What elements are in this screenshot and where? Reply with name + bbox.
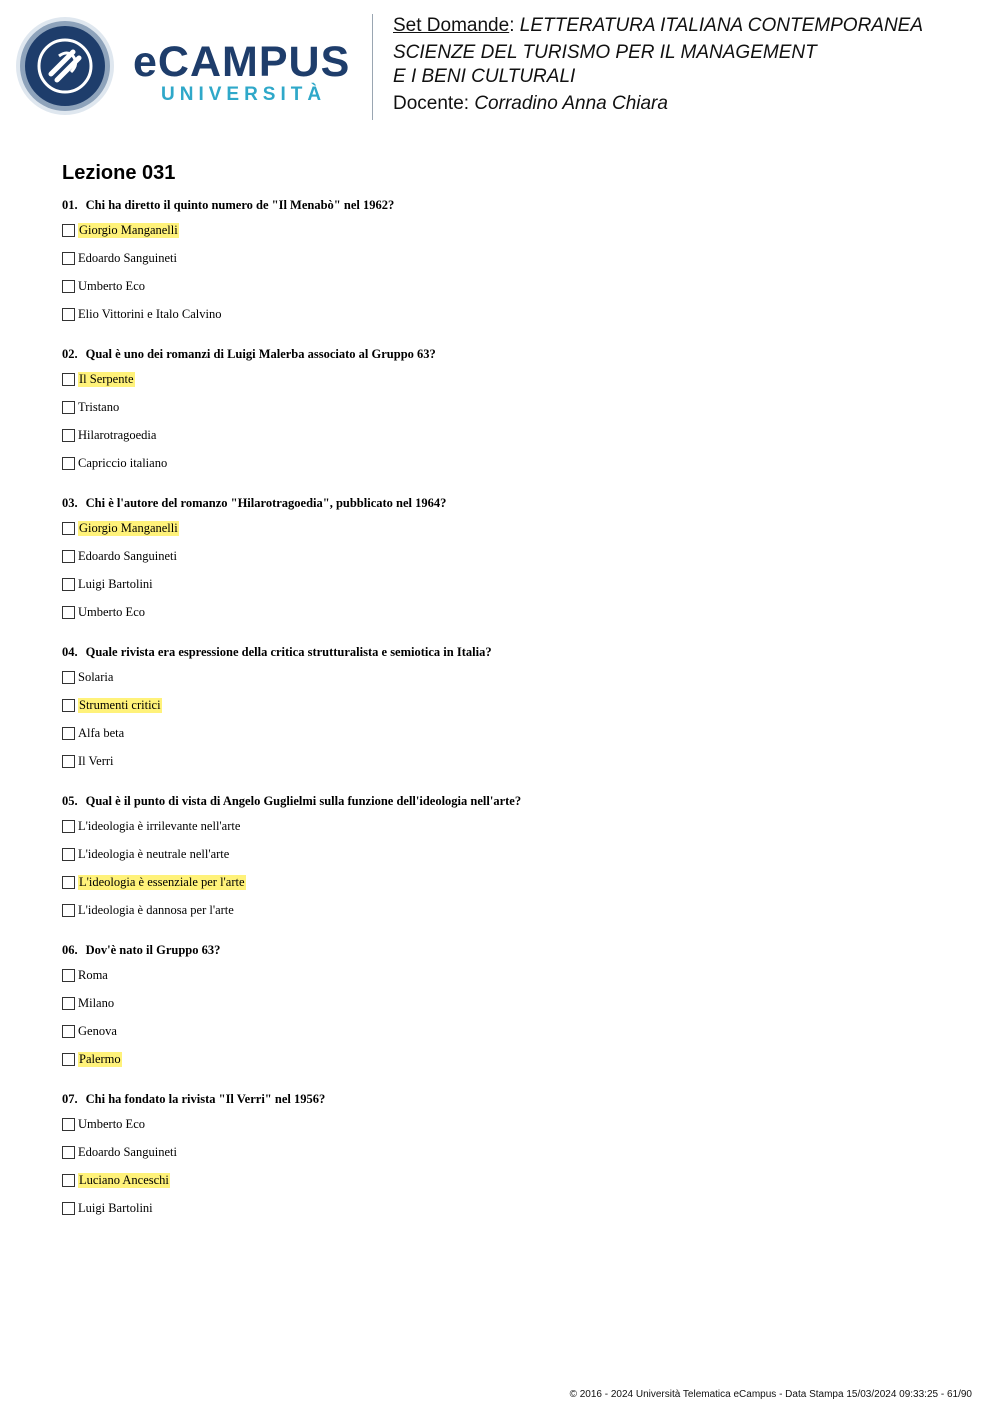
answer-label: Umberto Eco: [78, 278, 145, 293]
quiz-questions: [62, 197, 962, 1240]
answer-label-highlighted: Luciano Anceschi: [79, 1172, 169, 1187]
answer-option[interactable]: [62, 753, 962, 769]
answer-label: Hilarotragoedia: [78, 427, 157, 442]
answer-label: Elio Vittorini e Italo Calvino: [78, 306, 222, 321]
answer-label: Genova: [78, 1023, 117, 1038]
lesson-title: Lezione 031: [62, 162, 176, 184]
question-number: 01.: [62, 198, 78, 212]
answer-option[interactable]: [62, 846, 962, 862]
answer-option[interactable]: [62, 1144, 962, 1160]
answer-option[interactable]: [62, 995, 962, 1011]
answer-label-highlighted: Il Serpente: [79, 371, 134, 386]
course-degree-line1: SCIENZE DEL TURISMO PER IL MANAGEMENT: [393, 42, 817, 63]
answer-label: Milano: [78, 995, 115, 1010]
answer-option[interactable]: [62, 306, 962, 322]
answer-checkbox[interactable]: [62, 1025, 75, 1038]
teacher-name: Corradino Anna Chiara: [474, 93, 668, 114]
answer-label: Tristano: [78, 399, 120, 414]
answer-label: Roma: [78, 967, 108, 982]
answer-label: Il Verri: [78, 753, 114, 768]
answer-option[interactable]: [62, 1023, 962, 1039]
answer-option[interactable]: [62, 520, 962, 536]
question-number: 03.: [62, 496, 78, 510]
answer-checkbox[interactable]: [62, 848, 75, 861]
answer-checkbox[interactable]: [62, 308, 75, 321]
answer-label: Edoardo Sanguineti: [78, 1144, 177, 1159]
answer-label-highlighted: Giorgio Manganelli: [79, 520, 178, 535]
answer-checkbox[interactable]: [62, 1146, 75, 1159]
header-info: [393, 14, 993, 116]
answer-option[interactable]: [62, 1051, 962, 1067]
answer-checkbox[interactable]: [62, 401, 75, 414]
logo-subtext: UNIVERSITÀ: [161, 84, 327, 105]
answer-option[interactable]: [62, 399, 962, 415]
answer-option[interactable]: [62, 669, 962, 685]
answer-label: Luigi Bartolini: [78, 576, 153, 591]
question-label: Quale rivista era espressione della critica strutturalista e semiotica in Italia?: [85, 645, 492, 659]
question-block: [62, 346, 962, 471]
answer-option[interactable]: [62, 697, 962, 713]
answer-checkbox[interactable]: [62, 969, 75, 982]
answer-label: L'ideologia è irrilevante nell'arte: [78, 818, 241, 833]
question-label: Dov'è nato il Gruppo 63?: [85, 943, 221, 957]
answer-option[interactable]: [62, 222, 962, 238]
answer-label: Solaria: [78, 669, 114, 684]
answer-option[interactable]: [62, 1172, 962, 1188]
answer-label: Umberto Eco: [78, 604, 145, 619]
answer-checkbox[interactable]: [62, 606, 75, 619]
question-text: [62, 346, 962, 362]
teacher-line: [393, 92, 993, 116]
header-divider: [372, 14, 373, 120]
answer-label: Luigi Bartolini: [78, 1200, 153, 1215]
ecampus-wordmark: [133, 40, 350, 106]
answer-checkbox[interactable]: [62, 820, 75, 833]
answer-checkbox[interactable]: [62, 252, 75, 265]
answer-checkbox[interactable]: [62, 755, 75, 768]
answer-label: Capriccio italiano: [78, 455, 168, 470]
answer-label-highlighted: Giorgio Manganelli: [79, 222, 178, 237]
answer-label-highlighted: Strumenti critici: [79, 697, 161, 712]
page-footer: © 2016 - 2024 Università Telematica eCampus - Data Stampa 15/03/2024 09:33:25 - 61/90: [569, 1389, 972, 1400]
question-text: [62, 644, 962, 660]
answer-label: Alfa beta: [78, 725, 125, 740]
answer-checkbox[interactable]: [62, 1118, 75, 1131]
answer-option[interactable]: [62, 902, 962, 918]
answer-label-highlighted: Palermo: [79, 1051, 121, 1066]
question-label: Qual è il punto di vista di Angelo Guglielmi sulla funzione dell'ideologia nell'arte?: [85, 794, 522, 808]
answer-option[interactable]: [62, 548, 962, 564]
question-number: 04.: [62, 645, 78, 659]
answer-checkbox[interactable]: [62, 429, 75, 442]
answer-option[interactable]: [62, 455, 962, 471]
answer-checkbox[interactable]: [62, 522, 75, 535]
question-block: [62, 793, 962, 918]
answer-label: L'ideologia è neutrale nell'arte: [78, 846, 230, 861]
course-name: LETTERATURA ITALIANA CONTEMPORANEA: [519, 15, 924, 36]
question-text: [62, 1091, 962, 1107]
answer-checkbox[interactable]: [62, 671, 75, 684]
question-block: [62, 1091, 962, 1216]
answer-checkbox[interactable]: [62, 876, 75, 889]
answer-label: Edoardo Sanguineti: [78, 250, 177, 265]
teacher-label: Docente:: [393, 93, 470, 114]
question-block: [62, 495, 962, 620]
question-text: [62, 942, 962, 958]
answer-option[interactable]: [62, 427, 962, 443]
question-block: [62, 197, 962, 322]
set-label: Set Domande: [393, 15, 510, 36]
answer-option[interactable]: [62, 604, 962, 620]
answer-option[interactable]: [62, 250, 962, 266]
question-text: [62, 197, 962, 213]
question-block: [62, 942, 962, 1067]
answer-checkbox[interactable]: [62, 1202, 75, 1215]
answer-checkbox[interactable]: [62, 373, 75, 386]
answer-label: Edoardo Sanguineti: [78, 548, 177, 563]
answer-checkbox[interactable]: [62, 578, 75, 591]
question-label: Chi è l'autore del romanzo "Hilarotragoedia", pubblicato nel 1964?: [85, 496, 447, 510]
course-degree-line2: E I BENI CULTURALI: [393, 66, 576, 87]
answer-option[interactable]: [62, 818, 962, 834]
answer-checkbox[interactable]: [62, 727, 75, 740]
answer-option[interactable]: [62, 576, 962, 592]
question-text: [62, 793, 962, 809]
question-number: 05.: [62, 794, 78, 808]
answer-label: L'ideologia è dannosa per l'arte: [78, 902, 234, 917]
answer-option[interactable]: [62, 371, 962, 387]
answer-checkbox[interactable]: [62, 457, 75, 470]
question-label: Chi ha diretto il quinto numero de "Il Menabò" nel 1962?: [85, 198, 395, 212]
answer-option[interactable]: [62, 725, 962, 741]
answer-checkbox[interactable]: [62, 1174, 75, 1187]
answer-option[interactable]: [62, 278, 962, 294]
answer-label: Umberto Eco: [78, 1116, 145, 1131]
answer-checkbox[interactable]: [62, 997, 75, 1010]
question-label: Chi ha fondato la rivista "Il Verri" nel 1956?: [85, 1092, 326, 1106]
ecampus-seal-logo: [15, 16, 115, 116]
question-number: 02.: [62, 347, 78, 361]
answer-label-highlighted: L'ideologia è essenziale per l'arte: [79, 874, 245, 889]
answer-option[interactable]: [62, 967, 962, 983]
course-title-line: Set Domande: LETTERATURA ITALIANA CONTEMPORANEA: [393, 15, 924, 36]
answer-checkbox[interactable]: [62, 280, 75, 293]
answer-checkbox[interactable]: [62, 904, 75, 917]
answer-option[interactable]: [62, 1200, 962, 1216]
question-label: Qual è uno dei romanzi di Luigi Malerba associato al Gruppo 63?: [85, 347, 436, 361]
answer-checkbox[interactable]: [62, 224, 75, 237]
question-number: 07.: [62, 1092, 78, 1106]
answer-checkbox[interactable]: [62, 699, 75, 712]
answer-checkbox[interactable]: [62, 550, 75, 563]
question-block: [62, 644, 962, 769]
answer-checkbox[interactable]: [62, 1053, 75, 1066]
answer-option[interactable]: [62, 874, 962, 890]
answer-option[interactable]: [62, 1116, 962, 1132]
question-number: 06.: [62, 943, 78, 957]
question-text: [62, 495, 962, 511]
logo-text: eCAMPUS: [133, 38, 351, 86]
